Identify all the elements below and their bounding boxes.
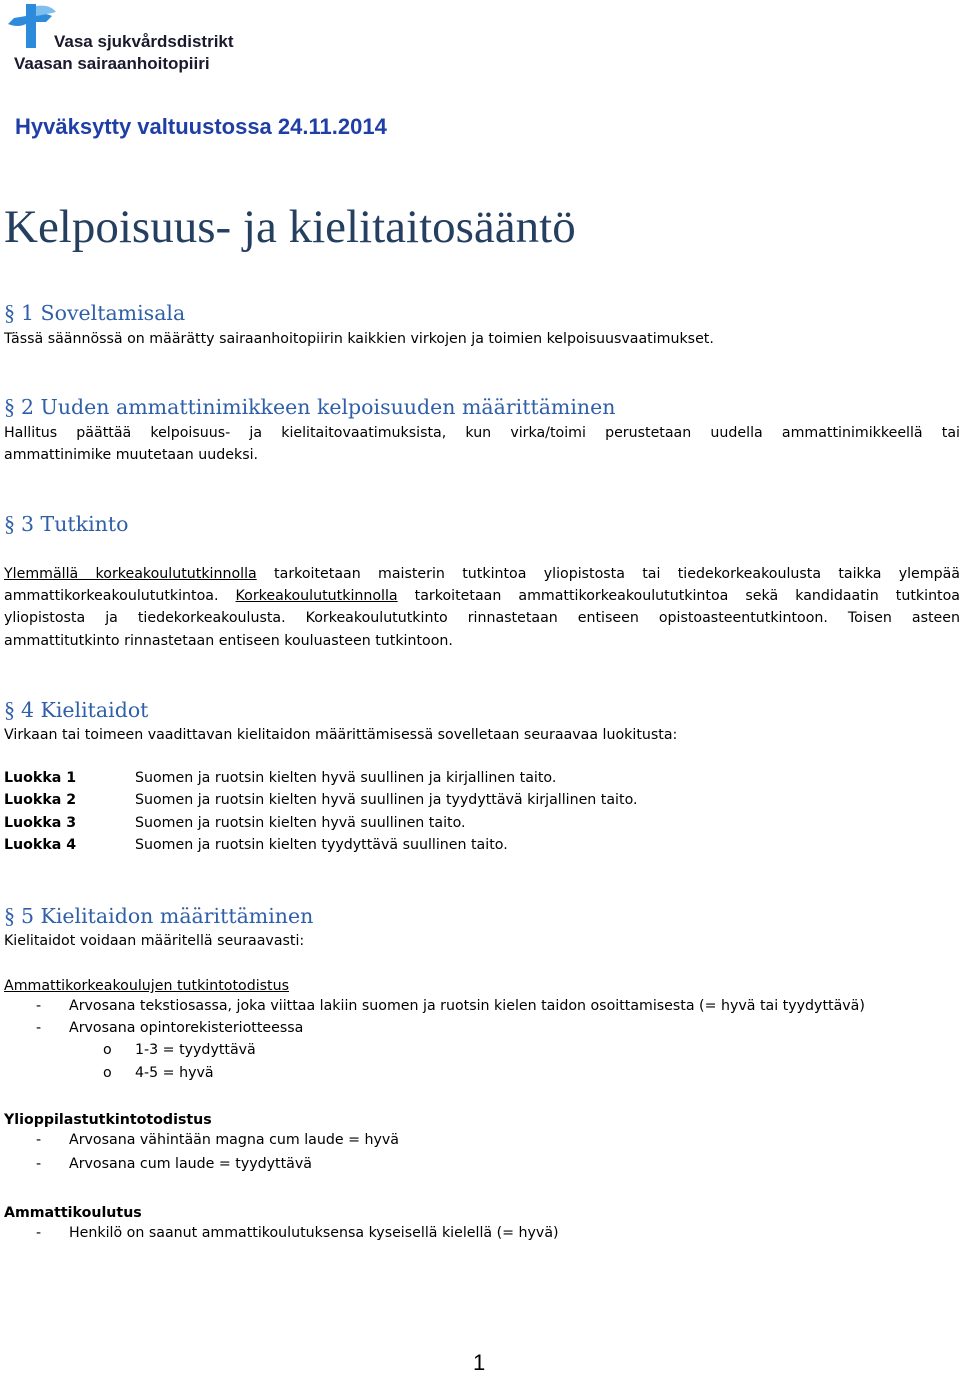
language-class-row: Luokka 2 Suomen ja ruotsin kielten hyvä suullinen ja tyydyttävä kirjallinen taito.	[4, 792, 638, 808]
logo-text-swedish: Vasa sjukvårdsdistrikt	[54, 32, 234, 51]
language-class-row: Luokka 1 Suomen ja ruotsin kielten hyvä suullinen ja kirjallinen taito.	[4, 770, 557, 786]
dash-bullet: -	[36, 1225, 42, 1241]
section-3-line-2: ammattikorkeakoulututkintoa. Korkeakoulututkinnolla tarkoitetaan ammattikorkeakoulututkintoa sekä kandidaatin tutkintoa	[4, 588, 960, 604]
section-4-intro: Virkaan tai toimeen vaadittavan kielitaidon määrittämisessä sovelletaan seuraavaa luokitusta:	[4, 727, 678, 743]
list-item: Arvosana opintorekisteriotteessa	[69, 1020, 304, 1036]
amk-title: Ammattikorkeakoulujen tutkintotodistus	[4, 978, 289, 994]
section-3-line-4: ammattitutkinto rinnastetaan entiseen kouluasteen tutkintoon.	[4, 633, 453, 649]
section-symbol: §	[4, 394, 15, 419]
list-item: Arvosana cum laude = tyydyttävä	[69, 1156, 312, 1172]
dash-bullet: -	[36, 998, 42, 1014]
circle-bullet: o	[103, 1065, 112, 1081]
language-class-row: Luokka 4 Suomen ja ruotsin kielten tyydyttävä suullinen taito.	[4, 837, 508, 853]
logo-text-finnish: Vaasan sairaanhoitopiiri	[14, 54, 210, 73]
dash-bullet: -	[36, 1156, 42, 1172]
section-3-line-3: yliopistosta ja tiedekorkeakoulusta. Korkeakoulututkinto rinnastetaan entiseen opistoasteentutkintoon. Toisen asteen	[4, 610, 960, 626]
section-symbol: §	[4, 511, 15, 536]
section-3-heading: § 3 Tutkinto	[4, 511, 129, 536]
section-5-heading: § 5 Kielitaidon määrittäminen	[4, 903, 314, 928]
document-title: Kelpoisuus- ja kielitaitosääntö	[4, 201, 576, 253]
section-2-line-1: Hallitus päättää kelpoisuus- ja kielitaitovaatimuksista, kun virka/toimi perustetaan uudella ammattinimikkeellä tai	[4, 425, 960, 441]
section-3-line-1: Ylemmällä korkeakoulututkinnolla tarkoitetaan maisterin tutkintoa yliopistosta tai tiedekorkeakoulusta taikka ylempää	[4, 566, 960, 582]
section-symbol: §	[4, 697, 15, 722]
section-symbol: §	[4, 300, 15, 325]
section-symbol: §	[4, 903, 15, 928]
ak-title: Ammattikoulutus	[4, 1205, 142, 1221]
sub-list-item: 1-3 = tyydyttävä	[135, 1042, 256, 1058]
approval-note: Hyväksytty valtuustossa 24.11.2014	[15, 114, 387, 139]
circle-bullet: o	[103, 1042, 112, 1058]
cross-logo-icon	[6, 2, 58, 50]
section-1-text: Tässä säännössä on määrätty sairaanhoitopiirin kaikkien virkojen ja toimien kelpoisuusvaatimukset.	[4, 331, 714, 347]
yo-title: Ylioppilastutkintotodistus	[4, 1112, 212, 1128]
page-number: 1	[473, 1350, 486, 1375]
term-higher-degree: Ylemmällä korkeakoulututkinnolla	[4, 566, 257, 582]
section-2-heading: § 2 Uuden ammattinimikkeen kelpoisuuden määrittäminen	[4, 394, 616, 419]
section-2-line-2: ammattinimike muutetaan uudeksi.	[4, 447, 259, 463]
organization-logo	[6, 2, 256, 76]
dash-bullet: -	[36, 1132, 42, 1148]
list-item: Arvosana tekstiosassa, joka viittaa lakiin suomen ja ruotsin kielen taidon osoittamisesta (= hyvä tai tyydyttävä)	[69, 998, 865, 1014]
section-5-intro: Kielitaidot voidaan määritellä seuraavasti:	[4, 933, 305, 949]
list-item: Arvosana vähintään magna cum laude = hyvä	[69, 1132, 399, 1148]
term-degree: Korkeakoulututkinnolla	[235, 588, 398, 604]
list-item: Henkilö on saanut ammattikoulutuksensa kyseisellä kielellä (= hyvä)	[69, 1225, 559, 1241]
sub-list-item: 4-5 = hyvä	[135, 1065, 214, 1081]
section-1-heading: § 1 Soveltamisala	[4, 300, 186, 325]
dash-bullet: -	[36, 1020, 42, 1036]
section-4-heading: § 4 Kielitaidot	[4, 697, 149, 722]
language-class-row: Luokka 3 Suomen ja ruotsin kielten hyvä suullinen taito.	[4, 815, 466, 831]
